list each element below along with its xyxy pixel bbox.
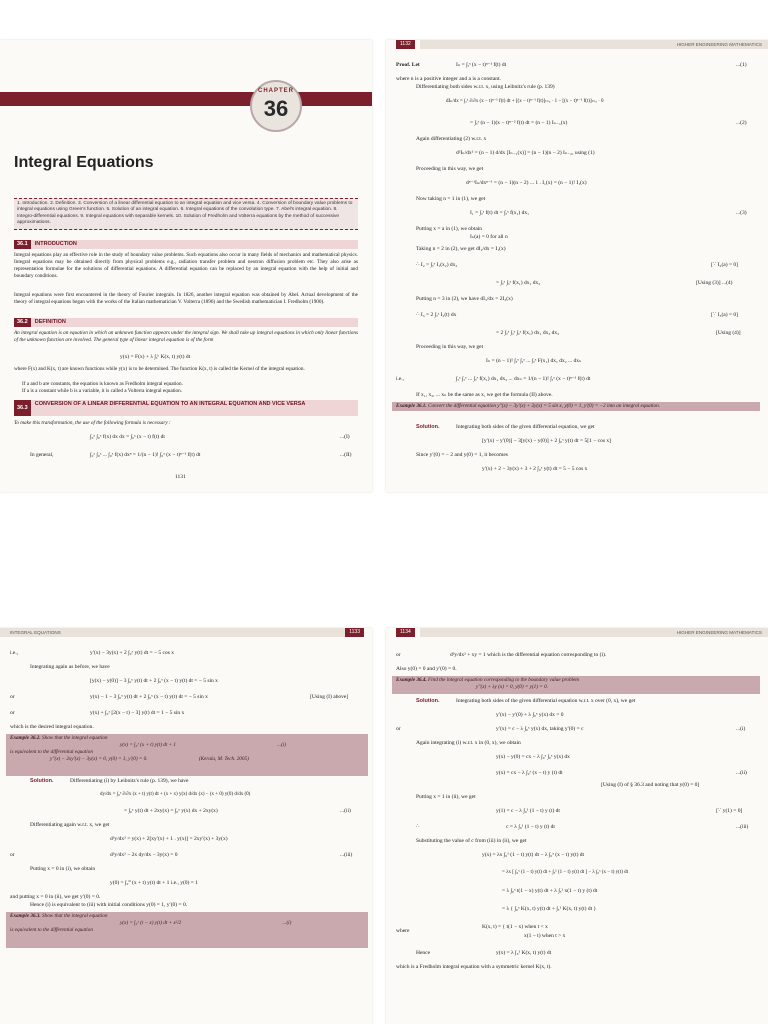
section-title: INTRODUCTION bbox=[34, 241, 77, 247]
equation: [y(x) − y(0)] − 3 ∫₀ˣ y(t) dt + 2 ∫₀ˣ (x − t) y(t) dt = − 5 sin x bbox=[90, 678, 218, 684]
in-general-label: In general, bbox=[30, 452, 54, 458]
example-label: Example 36.2. bbox=[10, 735, 41, 741]
section-36-2-heading bbox=[14, 318, 358, 327]
formula-one: ∫₀ˣ ∫₀ˣ f(x) dx dx = ∫₀ˣ (x − t) f(t) dt bbox=[90, 434, 165, 440]
text-line: Integrating again as before, we have bbox=[30, 664, 110, 670]
equation: y(x) = cx − λ ∫₀ˣ (x − t) y (t) dt bbox=[496, 770, 563, 776]
proof-label: Proof. Let bbox=[396, 62, 420, 68]
chapter-title: Integral Equations bbox=[14, 154, 154, 171]
text-line: which is a Fredholm integral equation with a symmetric kernel K(x, t). bbox=[396, 964, 552, 970]
example-label: Example 36.4. bbox=[396, 677, 427, 683]
equation: y′(x) − 3y(x) + 2 ∫₀ˣ y(t) dt = − 5 cos x bbox=[90, 650, 175, 656]
text-line: where n is a positive integer and a is a constant. bbox=[396, 76, 501, 82]
volterra-definition: If a is a constant while b is a variable, it is called a Volterra integral equation. bbox=[22, 388, 182, 394]
example-text: Convert the differential equation y″(x) − 3y′(x) + 2y(x) = 5 sin x, y(0) = 1, y′(0) = −2 into an integral equation. bbox=[428, 403, 660, 409]
page-number: 1132 bbox=[396, 40, 415, 49]
page-1131 bbox=[0, 40, 372, 492]
fredholm-definition: If a and b are constants, the equation is known as Fredholm integral equation. bbox=[22, 381, 183, 387]
equation: = λ { ∫₀ˣ K(x, t) y(t) dt + ∫ₓ¹ K(x, t) y(t) dt } bbox=[502, 906, 597, 912]
equation: [y′(x) − y′(0)] − 3[y(x) − y(0)] + 2 ∫₀ˣ y(t) dt = 5[1 − cos x] bbox=[482, 438, 611, 444]
text-line: and putting x = 0 in (ii), we get y′(0) = 0. bbox=[10, 894, 101, 900]
equation: y′(x) − y′(0) + λ ∫₀ˣ y(x) dx = 0 bbox=[496, 712, 564, 718]
equation-tag: ...(1) bbox=[736, 62, 747, 68]
equation: = λx [ ∫₀ˣ (1 − t) y(t) dt + ∫ₓ¹ (1 − t) y(t) dt ] − λ ∫₀ˣ (x − t) y(t) dt bbox=[502, 870, 629, 875]
equation-tag: [Using (3)] ...(4) bbox=[696, 280, 733, 286]
equation: ∫ₐˣ ∫ₐˣ ... ∫ₐˣ f(x₁) dx₁ dx₂ ... dxₙ = 1/(n − 1)! ∫ₐˣ (x − t)ⁿ⁻¹ f(t) dt bbox=[456, 376, 591, 382]
source-citation: (Kerala, M. Tech. 2005) bbox=[198, 756, 249, 762]
or-label: or bbox=[10, 694, 15, 700]
equation: I₁ = ∫ₐˣ f(t) dt = ∫ₐˣ f(x₁) dx₁ bbox=[470, 210, 530, 216]
text-line: Again differentiating (2) w.r.t. x bbox=[416, 136, 487, 142]
section-number: 36.2 bbox=[14, 318, 31, 327]
equation-tag: ...(iii) bbox=[736, 824, 749, 830]
text-line: Proceeding in this way, we get bbox=[416, 166, 484, 172]
page-number: 1131 bbox=[175, 474, 186, 480]
equation: = ∫₀ˣ y(t) dt + 2xy(x) = ∫₀ˣ y(x) dx + 2xy(x) bbox=[124, 808, 218, 814]
ie-label: i.e., bbox=[396, 376, 405, 382]
equation: = 2 ∫ₐˣ ∫ₐˣ ∫ₐˣ f(x₁) dx₁ dx₂ dx₃ bbox=[496, 330, 560, 336]
equation-tag: ...(2) bbox=[736, 120, 747, 126]
equation: ∴ I₂ = ∫ₐˣ I₁(x₂) dx₂ bbox=[416, 262, 458, 268]
equation: c = λ ∫₀¹ (1 − t) y (t) dt bbox=[506, 824, 555, 830]
formula-two-tag: ...(II) bbox=[340, 452, 352, 458]
text-line: Putting x = 0 in (i), we obtain bbox=[30, 866, 96, 872]
text-line: Differentiating again w.r.t. x, we get bbox=[30, 822, 110, 828]
page-1132 bbox=[386, 40, 768, 492]
text-line: Taking n = 2 in (2), we get dI₂/dx = I₁(x) bbox=[416, 246, 506, 252]
text-line: Again integrating (i) w.r.t. x in (0, x), we obtain bbox=[416, 740, 521, 746]
equation-tag: ...(i) bbox=[736, 726, 746, 732]
equation: = ∫ₐˣ ∫ₐˣ f(x₁) dx₁ dx₂ bbox=[496, 280, 541, 286]
definition-paragraph: An integral equation is an equation in which an unknown function appears under the integral sign. We shall take up integral equations in which only linear functions of the unknown function are involved. The general type of linear integral equation is of the form bbox=[14, 330, 358, 343]
page-number: 1133 bbox=[345, 628, 364, 637]
or-label: or bbox=[10, 710, 15, 716]
section-title: DEFINITION bbox=[34, 319, 66, 325]
example-text: is equivalent to the differential equation bbox=[10, 749, 93, 755]
equation-tag: ...(iii) bbox=[340, 852, 353, 858]
section-36-3-heading bbox=[14, 400, 358, 416]
example-equation: y″(x) − 2xy′(x) − 3y(x) = 0, y(0) = 1, y′(0) = 0. bbox=[50, 756, 148, 762]
proof-equation: Iₙ = ∫ₐˣ (x − t)ⁿ⁻¹ f(t) dt bbox=[456, 62, 507, 68]
equation-tag: [Using (I) above] bbox=[310, 694, 349, 700]
equation: y′(x) + 2 − 3y(x) + 3 + 2 ∫₀ˣ y(t) dt = 5 − 5 cos x bbox=[482, 466, 588, 472]
running-head: INTEGRAL EQUATIONS bbox=[0, 628, 352, 637]
intro-paragraph-2: Integral equations were first encountered in the theory of Fourier integrals. In 1826, another integral equation was obtained by Abel. Actual development of the theory of integral equations began with the works of the Italian mathematician V. Volterra (1896) and the Swedish mathematician I. Fredholm (1900). bbox=[14, 292, 358, 305]
text-line: Also y(0) = 0 and y′(0) = 0. bbox=[396, 666, 457, 672]
chapter-number: 36 bbox=[263, 96, 289, 121]
text-line: Hence (i) is equivalent to (iii) with initial conditions y(0) = 1, y′(0) = 0. bbox=[30, 902, 188, 908]
equation: d²Iₙ/dx² = (n − 1) d/dx [Iₙ₋₁(x)] = (n − 1)(n − 2) Iₙ₋₂, using (1) bbox=[456, 150, 595, 156]
section-number: 36.3 bbox=[14, 400, 31, 416]
equation: y(x) = λ ∫₀¹ K(x, t) y(t) dt bbox=[496, 950, 552, 956]
page-1133 bbox=[0, 628, 372, 1024]
section-number: 36.1 bbox=[14, 240, 31, 249]
text-line: Proceeding in this way, we get bbox=[416, 344, 484, 350]
text-line: Differentiating (i) by Leibnitz's rule (p. 139), we have bbox=[70, 778, 189, 784]
equation: y(x) = λx ∫₀¹ (1 − t) y(t) dt − λ ∫₀ˣ (x − t) y(t) dt bbox=[482, 852, 585, 858]
example-equation: y(x) = ∫₀ˣ (t − x) y(t) dt + x²/2 bbox=[120, 920, 182, 926]
text-line: which is the desired integral equation. bbox=[10, 724, 94, 730]
equation-tag: ...(i) bbox=[282, 920, 292, 926]
example-equation: y(x) = ∫₀ˣ (x + t) y(t) dt + 1 bbox=[120, 742, 176, 748]
text-line: Differentiating both sides w.r.t. x, using Leibnitz's rule (p. 139) bbox=[416, 84, 555, 90]
or-label: or bbox=[10, 852, 15, 858]
equation: d²y/dx² + xy = 1 which is the differential equation corresponding to (i). bbox=[450, 652, 607, 658]
page-number: 1134 bbox=[396, 628, 415, 637]
solution-label: Solution. bbox=[416, 424, 440, 430]
therefore-sign: ∴ bbox=[416, 824, 420, 830]
text-line: Putting n = 3 in (2), we have dI₃/dx = 2I₂(x) bbox=[416, 296, 513, 302]
text-line: Putting x = 1 in (ii), we get bbox=[416, 794, 476, 800]
equation: dIₙ/dx = ∫ₐˣ ∂/∂x (x − t)ⁿ⁻¹ f(t) dt + [(x − t)ⁿ⁻¹ f(t)]ₜ₌ₓ · 1 − [(x − t)ⁿ⁻¹ f(t)]ₜ₌ₐ · 0 bbox=[446, 99, 604, 104]
example-text: is equivalent to the differential equation bbox=[10, 927, 93, 933]
solution-label: Solution. bbox=[30, 778, 54, 784]
text-line: Integrating both sides of the given differential equation w.r.t. x over (0, x), we get bbox=[456, 698, 636, 704]
example-36-1 bbox=[392, 402, 760, 411]
equation: d²y/dx² − 2x dy/dx − 3y(x) = 0 bbox=[110, 852, 178, 858]
section-36-1-heading bbox=[14, 240, 358, 249]
equation: = ∫ₐˣ (n − 1)(x − t)ⁿ⁻² f(t) dt = (n − 1) Iₙ₋₁(x) bbox=[470, 120, 568, 126]
text-line: Putting x = a in (1), we obtain bbox=[416, 226, 483, 232]
chapter-contents: 1. Introduction. 2. Definition. 3. Conversion of a linear differential equation to an integral equation and vice versa. 4. Conversion of boundary value problems to integral equations using Green's function. 5. Solution of an integral equation. 6. Integral equations of the convolution type. 7. Abel's integral equation. 8. Integro-differential equations. 9. Integral equations with separable kernels. 10. Solution of Fredholm and Volterra equations by the method of successive approximations. bbox=[14, 198, 358, 230]
formula-two: ∫₀ˣ ∫₀ˣ ... ∫₀ˣ f(x) dxⁿ = 1/(n − 1)! ∫₀ˣ (x − t)ⁿ⁻¹ f(t) dt bbox=[90, 452, 201, 458]
equation: y(0) = ∫₀⁰ (x + t) y(t) dt + 1 i.e., y(0) = 1 bbox=[110, 880, 198, 886]
example-equation: y″(x) + λy (x) = 0, y(0) = y(1) = 0. bbox=[476, 684, 548, 690]
equation: Iₙ = (n − 1)! ∫ₐˣ ∫ₐˣ ... ∫ₐˣ F(x₁) dx₁ dx₂ ... dxₙ bbox=[486, 358, 582, 364]
equation-tag: ...(ii) bbox=[340, 808, 351, 814]
equation-tag: ...(ii) bbox=[736, 770, 747, 776]
conversion-intro: To make this transformation, the use of the following formula is necessary : bbox=[14, 420, 171, 426]
equation-tag: ...(3) bbox=[736, 210, 747, 216]
solution-label: Solution. bbox=[416, 698, 440, 704]
page-1134 bbox=[386, 628, 768, 1024]
equation-tag: [∵ y(1) = 0] bbox=[716, 808, 743, 814]
hence-label: Hence bbox=[416, 950, 431, 956]
example-36-2 bbox=[6, 734, 368, 776]
equation-tag: [Using (4)] bbox=[716, 330, 741, 336]
text-line: If x₁, x₂, ... xₙ be the same as x, we get the formula (II) above. bbox=[416, 392, 553, 398]
equation: = λ ∫₀ˣ t(1 − x) y(t) dt + λ ∫ₓ¹ x(1 − t) y (t) dt bbox=[502, 888, 598, 894]
example-36-3 bbox=[6, 912, 368, 948]
formula-one-tag: ...(I) bbox=[340, 434, 350, 440]
equation: y(x) − 1 − 3 ∫₀ˣ y(t) dt + 2 ∫₀ˣ (x − t) y(t) dt = − 5 sin x bbox=[90, 694, 208, 700]
equation: y(1) = c − λ ∫₀¹ (1 − t) y (t) dt bbox=[496, 808, 560, 814]
running-head: HIGHER ENGINEERING MATHEMATICS bbox=[420, 628, 768, 637]
equation: Iₙ(a) = 0 for all n bbox=[470, 234, 508, 240]
general-integral-equation: y(x) = F(x) + λ ∫ₐᵇ K(x, t) y(t) dt bbox=[120, 354, 191, 360]
chapter-label: CHAPTER bbox=[257, 88, 294, 94]
section-title: CONVERSION OF A LINEAR DIFFERENTIAL EQUATION TO AN INTEGRAL EQUATION AND VICE VERSA bbox=[34, 401, 306, 407]
equation-tag: [∵ I₂(a) = 0] bbox=[711, 262, 738, 268]
equation: ∴ I₃ = 2 ∫ₐˣ I₂(t) dx bbox=[416, 312, 457, 318]
text-line: Substituting the value of c from (iii) in (ii), we get bbox=[416, 838, 527, 844]
kernel-paragraph: where F(x) and K(x, t) are known functions while y(x) is to be determined. The function K(x, t) is called the Kernel of the integral equation. bbox=[14, 366, 305, 372]
kernel-case-1: K(x, t) = { t(1 − x) when t < x bbox=[482, 924, 548, 930]
running-head: HIGHER ENGINEERING MATHEMATICS bbox=[420, 40, 768, 49]
ie-label: i.e., bbox=[10, 650, 19, 656]
equation: y(x) − y(0) = cx − λ ∫₀ˣ ∫₀ˣ y(x) dx bbox=[496, 754, 570, 760]
example-text: Show that the integral equation bbox=[42, 735, 108, 741]
example-text: Find the integral equation corresponding to the boundary value problem bbox=[428, 677, 580, 683]
text-line: Integrating both sides of the given differential equation, we get bbox=[456, 424, 595, 430]
equation: dⁿ⁻¹Iₙ/dxⁿ⁻¹ = (n − 1)(n − 2) ... 1 . I₁(x) = (n − 1)! I₁(x) bbox=[466, 180, 587, 186]
chapter-badge bbox=[250, 80, 302, 132]
equation-tag: ...(i) bbox=[277, 742, 287, 748]
equation-tag: [∵ I₃(a) = 0] bbox=[711, 312, 738, 318]
text-line: Now taking n = 1 in (1), we get bbox=[416, 196, 486, 202]
equation: dy/dx = ∫₀ˣ ∂/∂x (x + t) y(t) dt + (x + x) y(x) d/dx (x) − (x + 0) y(0) d/dx (0) bbox=[100, 792, 251, 797]
example-label: Example 36.1. bbox=[396, 403, 427, 409]
example-label: Example 36.3. bbox=[10, 913, 41, 919]
intro-paragraph-1: Integral equations play an effective role in the study of boundary value problems. Such equations also occur in many fields of mechanics and mathematical physics. Integral equations may be obtained directly from physical problems e.g., radiation transfer problem and neutron diffusion problem etc. They also arise as representation formulae for the solutions of differential equations. A differential equation can be replaced by an integral equation with the help of initial and boundary conditions. bbox=[14, 252, 358, 279]
equation: y′(x) = c − λ ∫₀ˣ y(x) dx, taking y′(0) = c bbox=[496, 726, 584, 732]
kernel-case-2: x(1 − t) when t > x bbox=[524, 933, 566, 939]
where-label: where bbox=[396, 928, 410, 934]
example-36-4 bbox=[392, 676, 760, 694]
text-line: Since y′(0) = − 2 and y(0) = 1, it becomes bbox=[416, 452, 508, 458]
equation-note: [Using (I) of § 36.3 and noting that y(0) = 0] bbox=[601, 782, 700, 788]
or-label: or bbox=[396, 652, 401, 658]
or-label: or bbox=[396, 726, 401, 732]
equation: d²y/dx² = y(x) + 2[xy′(x) + 1 . y(x)] = 2xy′(x) + 3y(x) bbox=[110, 836, 228, 842]
chapter-band bbox=[0, 92, 372, 106]
example-text: Show that the integral equation bbox=[42, 913, 108, 919]
equation: y(x) + ∫₀ˣ [2(x − t) − 3] y(t) dt = 1 − 5 sin x bbox=[90, 710, 185, 716]
